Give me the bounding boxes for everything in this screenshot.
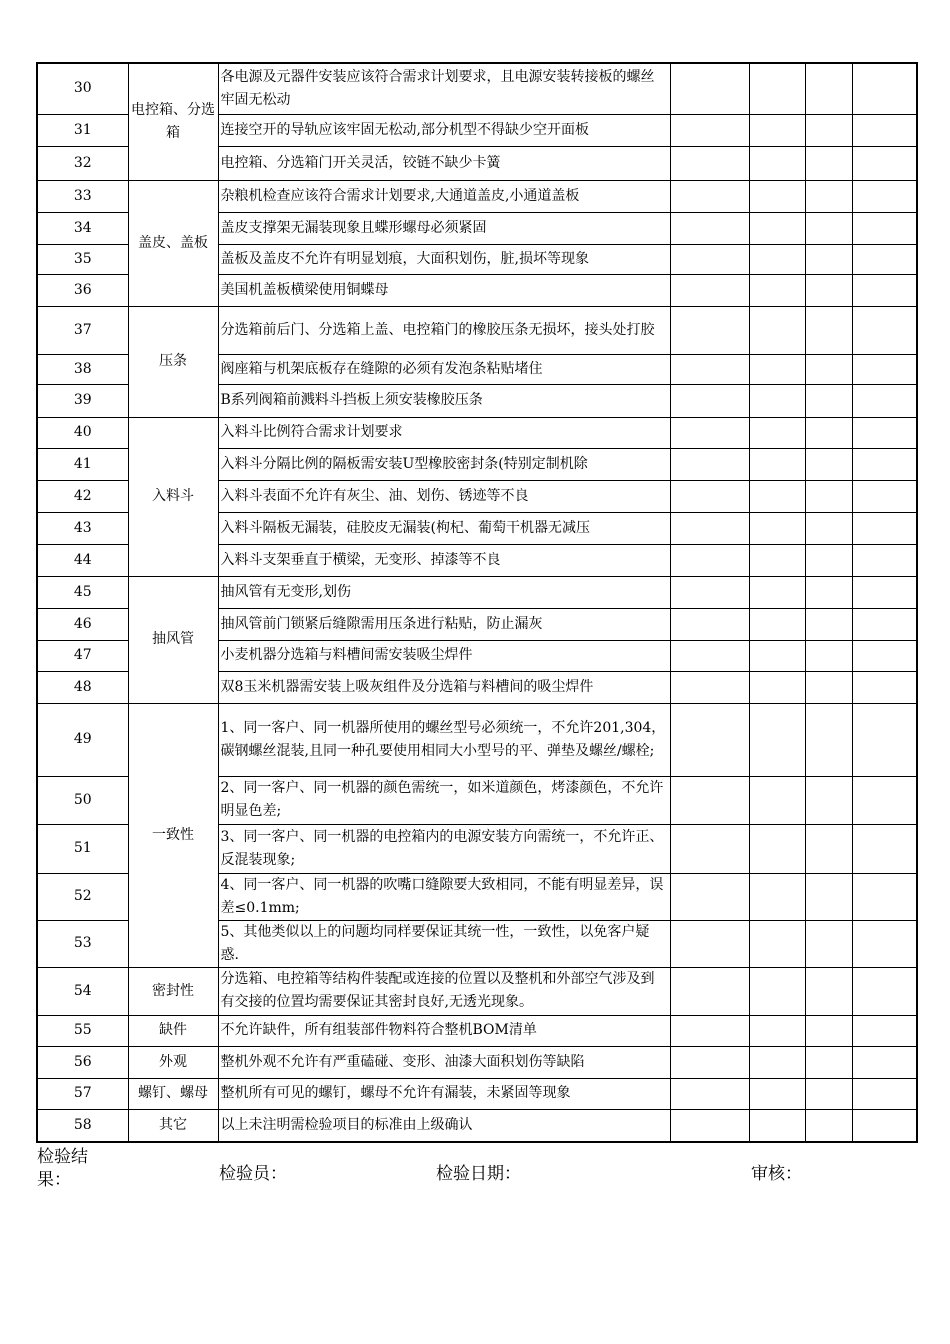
result-cell <box>805 703 852 776</box>
result-cell <box>670 1109 749 1142</box>
result-cell <box>805 306 852 354</box>
result-cell <box>670 967 749 1015</box>
result-cell <box>852 274 917 306</box>
result-cell <box>670 873 749 920</box>
result-cell <box>670 824 749 873</box>
table-row <box>37 1109 917 1142</box>
item-number: 34 <box>37 212 128 244</box>
result-cell <box>805 417 852 448</box>
result-cell <box>852 512 917 544</box>
result-cell <box>805 146 852 180</box>
result-cell <box>852 448 917 480</box>
result-cell <box>749 63 805 114</box>
item-number: 38 <box>37 354 128 384</box>
item-number: 30 <box>37 63 128 114</box>
table-row <box>37 703 917 776</box>
table-row <box>37 1046 917 1078</box>
item-number: 56 <box>37 1046 128 1078</box>
inspection-date-label: 检验日期： <box>436 1164 521 1184</box>
requirement-text: 连接空开的导轨应该牢固无松动,部分机型不得缺少空开面板 <box>218 114 670 146</box>
result-cell <box>670 306 749 354</box>
requirement-text: 整机外观不允许有严重磕碰、变形、油漆大面积划伤等缺陷 <box>218 1046 670 1078</box>
requirement-text: 盖板及盖皮不允许有明显划痕，大面积划伤，脏,损坏等现象 <box>218 244 670 274</box>
result-cell <box>852 417 917 448</box>
result-cell <box>852 146 917 180</box>
item-number: 44 <box>37 544 128 576</box>
result-cell <box>852 114 917 146</box>
result-cell <box>670 544 749 576</box>
result-cell <box>852 640 917 671</box>
result-cell <box>670 244 749 274</box>
requirement-text: 分选箱、电控箱等结构件装配或连接的位置以及整机和外部空气涉及到有交接的位置均需要保证其密封良好,无透光现象。 <box>218 967 670 1015</box>
result-cell <box>852 480 917 512</box>
result-cell <box>749 608 805 640</box>
result-cell <box>749 384 805 417</box>
result-cell <box>749 873 805 920</box>
result-cell <box>852 576 917 608</box>
result-cell <box>852 63 917 114</box>
item-number: 50 <box>37 776 128 824</box>
table-row <box>37 967 917 1015</box>
result-cell <box>805 608 852 640</box>
result-cell <box>749 146 805 180</box>
category-cell: 其它 <box>128 1109 218 1142</box>
result-cell <box>852 1046 917 1078</box>
result-cell <box>749 1015 805 1046</box>
result-cell <box>805 1046 852 1078</box>
item-number: 43 <box>37 512 128 544</box>
result-cell <box>749 1046 805 1078</box>
category-cell: 外观 <box>128 1046 218 1078</box>
result-cell <box>852 1078 917 1109</box>
requirement-text: 4、同一客户、同一机器的吹嘴口缝隙要大致相同，不能有明显差异，误差≤0.1mm; <box>218 873 670 920</box>
requirement-text: 阀座箱与机架底板存在缝隙的必须有发泡条粘贴堵住 <box>218 354 670 384</box>
requirement-text: 双8玉米机器需安装上吸灰组件及分选箱与料槽间的吸尘焊件 <box>218 671 670 703</box>
result-cell <box>852 776 917 824</box>
result-cell <box>805 448 852 480</box>
result-cell <box>670 1078 749 1109</box>
result-cell <box>670 274 749 306</box>
item-number: 40 <box>37 417 128 448</box>
result-cell <box>852 1109 917 1142</box>
requirement-text: 1、同一客户、同一机器所使用的螺丝型号必须统一，不允许201,304，碳钢螺丝混装,且同一种孔要使用相同大小型号的平、弹垫及螺丝/螺栓; <box>218 703 670 776</box>
table-row <box>37 576 917 608</box>
result-cell <box>852 824 917 873</box>
requirement-text: 入料斗支架垂直于横梁，无变形、掉漆等不良 <box>218 544 670 576</box>
result-cell <box>749 640 805 671</box>
result-cell <box>749 274 805 306</box>
result-cell <box>852 967 917 1015</box>
item-number: 31 <box>37 114 128 146</box>
result-cell <box>749 212 805 244</box>
result-cell <box>805 967 852 1015</box>
item-number: 49 <box>37 703 128 776</box>
requirement-text: 抽风管有无变形,划伤 <box>218 576 670 608</box>
table-row <box>37 63 917 114</box>
result-cell <box>852 180 917 212</box>
result-cell <box>805 920 852 967</box>
result-cell <box>670 212 749 244</box>
requirement-text: 各电源及元器件安装应该符合需求计划要求，且电源安装转接板的螺丝牢固无松动 <box>218 63 670 114</box>
result-cell <box>805 776 852 824</box>
table-row <box>37 306 917 354</box>
result-cell <box>670 671 749 703</box>
result-cell <box>805 512 852 544</box>
requirement-text: 入料斗隔板无漏装，硅胶皮无漏装(枸杞、葡萄干机器无减压 <box>218 512 670 544</box>
category-cell: 抽风管 <box>128 576 218 703</box>
category-cell: 一致性 <box>128 703 218 967</box>
item-number: 41 <box>37 448 128 480</box>
result-cell <box>805 63 852 114</box>
result-cell <box>749 967 805 1015</box>
requirement-text: 5、其他类似以上的问题均同样要保证其统一性，一致性，以免客户疑惑. <box>218 920 670 967</box>
result-cell <box>805 212 852 244</box>
result-cell <box>749 576 805 608</box>
result-cell <box>805 640 852 671</box>
inspection-result-label: 检验结果： <box>37 1147 88 1190</box>
requirement-text: 以上未注明需检验项目的标准由上级确认 <box>218 1109 670 1142</box>
result-cell <box>852 354 917 384</box>
result-cell <box>749 180 805 212</box>
inspector-label: 检验员： <box>219 1164 287 1184</box>
result-cell <box>852 212 917 244</box>
result-cell <box>805 1078 852 1109</box>
result-cell <box>805 384 852 417</box>
requirement-text: 整机所有可见的螺钉，螺母不允许有漏装，未紧固等现象 <box>218 1078 670 1109</box>
requirement-text: 入料斗比例符合需求计划要求 <box>218 417 670 448</box>
result-cell <box>749 244 805 274</box>
result-cell <box>749 776 805 824</box>
item-number: 32 <box>37 146 128 180</box>
result-cell <box>805 274 852 306</box>
requirement-text: 入料斗分隔比例的隔板需安装U型橡胶密封条(特别定制机除 <box>218 448 670 480</box>
result-cell <box>749 448 805 480</box>
result-cell <box>670 1046 749 1078</box>
result-cell <box>670 512 749 544</box>
result-cell <box>805 180 852 212</box>
result-cell <box>852 306 917 354</box>
item-number: 57 <box>37 1078 128 1109</box>
requirement-text: 美国机盖板横梁使用铜蝶母 <box>218 274 670 306</box>
result-cell <box>749 114 805 146</box>
result-cell <box>749 544 805 576</box>
requirement-text: 盖皮支撑架无漏装现象且蝶形螺母必须紧固 <box>218 212 670 244</box>
requirement-text: 分选箱前后门、分选箱上盖、电控箱门的橡胶压条无损坏，接头处打胶 <box>218 306 670 354</box>
requirement-text: 2、同一客户、同一机器的颜色需统一，如米道颜色，烤漆颜色，不允许明显色差; <box>218 776 670 824</box>
result-cell <box>670 354 749 384</box>
result-cell <box>852 873 917 920</box>
result-cell <box>670 776 749 824</box>
result-cell <box>670 180 749 212</box>
result-cell <box>749 1109 805 1142</box>
result-cell <box>852 671 917 703</box>
category-cell: 缺件 <box>128 1015 218 1046</box>
category-cell: 密封性 <box>128 967 218 1015</box>
result-cell <box>805 576 852 608</box>
result-cell <box>670 146 749 180</box>
result-cell <box>805 873 852 920</box>
result-cell <box>670 480 749 512</box>
result-cell <box>805 671 852 703</box>
result-cell <box>852 608 917 640</box>
requirement-text: 抽风管前门锁紧后缝隙需用压条进行粘贴，防止漏灰 <box>218 608 670 640</box>
result-cell <box>805 114 852 146</box>
item-number: 42 <box>37 480 128 512</box>
result-cell <box>749 671 805 703</box>
requirement-text: 电控箱、分选箱门开关灵活，铰链不缺少卡簧 <box>218 146 670 180</box>
result-cell <box>852 384 917 417</box>
category-cell: 压条 <box>128 306 218 417</box>
result-cell <box>670 63 749 114</box>
result-cell <box>805 354 852 384</box>
review-label: 审核： <box>751 1164 802 1184</box>
item-number: 47 <box>37 640 128 671</box>
item-number: 37 <box>37 306 128 354</box>
item-number: 45 <box>37 576 128 608</box>
result-cell <box>670 384 749 417</box>
category-cell: 入料斗 <box>128 417 218 576</box>
item-number: 55 <box>37 1015 128 1046</box>
result-cell <box>805 480 852 512</box>
result-cell <box>749 1078 805 1109</box>
requirement-text: 杂粮机检查应该符合需求计划要求,大通道盖皮,小通道盖板 <box>218 180 670 212</box>
result-cell <box>670 114 749 146</box>
result-cell <box>749 920 805 967</box>
item-number: 33 <box>37 180 128 212</box>
requirement-text: 3、同一客户、同一机器的电控箱内的电源安装方向需统一，不允许正、反混装现象; <box>218 824 670 873</box>
requirement-text: 小麦机器分选箱与料槽间需安装吸尘焊件 <box>218 640 670 671</box>
inspection-checklist-table <box>36 62 918 1143</box>
result-cell <box>805 244 852 274</box>
result-cell <box>749 512 805 544</box>
item-number: 39 <box>37 384 128 417</box>
item-number: 52 <box>37 873 128 920</box>
result-cell <box>805 544 852 576</box>
item-number: 48 <box>37 671 128 703</box>
result-cell <box>749 703 805 776</box>
result-cell <box>852 544 917 576</box>
result-cell <box>670 1015 749 1046</box>
requirement-text: B系列阀箱前溅料斗挡板上须安装橡胶压条 <box>218 384 670 417</box>
result-cell <box>670 920 749 967</box>
result-cell <box>852 244 917 274</box>
item-number: 46 <box>37 608 128 640</box>
result-cell <box>805 1015 852 1046</box>
requirement-text: 入料斗表面不允许有灰尘、油、划伤、锈迹等不良 <box>218 480 670 512</box>
result-cell <box>749 417 805 448</box>
item-number: 54 <box>37 967 128 1015</box>
category-cell: 螺钉、螺母 <box>128 1078 218 1109</box>
requirement-text: 不允许缺件，所有组装部件物料符合整机BOM清单 <box>218 1015 670 1046</box>
category-cell: 电控箱、分选箱 <box>128 63 218 180</box>
table-row <box>37 180 917 212</box>
result-cell <box>670 417 749 448</box>
result-cell <box>749 824 805 873</box>
result-cell <box>749 480 805 512</box>
item-number: 35 <box>37 244 128 274</box>
result-cell <box>670 448 749 480</box>
result-cell <box>670 640 749 671</box>
result-cell <box>749 354 805 384</box>
item-number: 51 <box>37 824 128 873</box>
table-row <box>37 1078 917 1109</box>
table-row <box>37 1015 917 1046</box>
result-cell <box>805 824 852 873</box>
result-cell <box>852 920 917 967</box>
result-cell <box>749 306 805 354</box>
result-cell <box>805 1109 852 1142</box>
result-cell <box>852 1015 917 1046</box>
result-cell <box>670 703 749 776</box>
result-cell <box>670 576 749 608</box>
result-cell <box>670 608 749 640</box>
item-number: 36 <box>37 274 128 306</box>
item-number: 58 <box>37 1109 128 1142</box>
table-row <box>37 417 917 448</box>
item-number: 53 <box>37 920 128 967</box>
category-cell: 盖皮、盖板 <box>128 180 218 306</box>
result-cell <box>852 703 917 776</box>
